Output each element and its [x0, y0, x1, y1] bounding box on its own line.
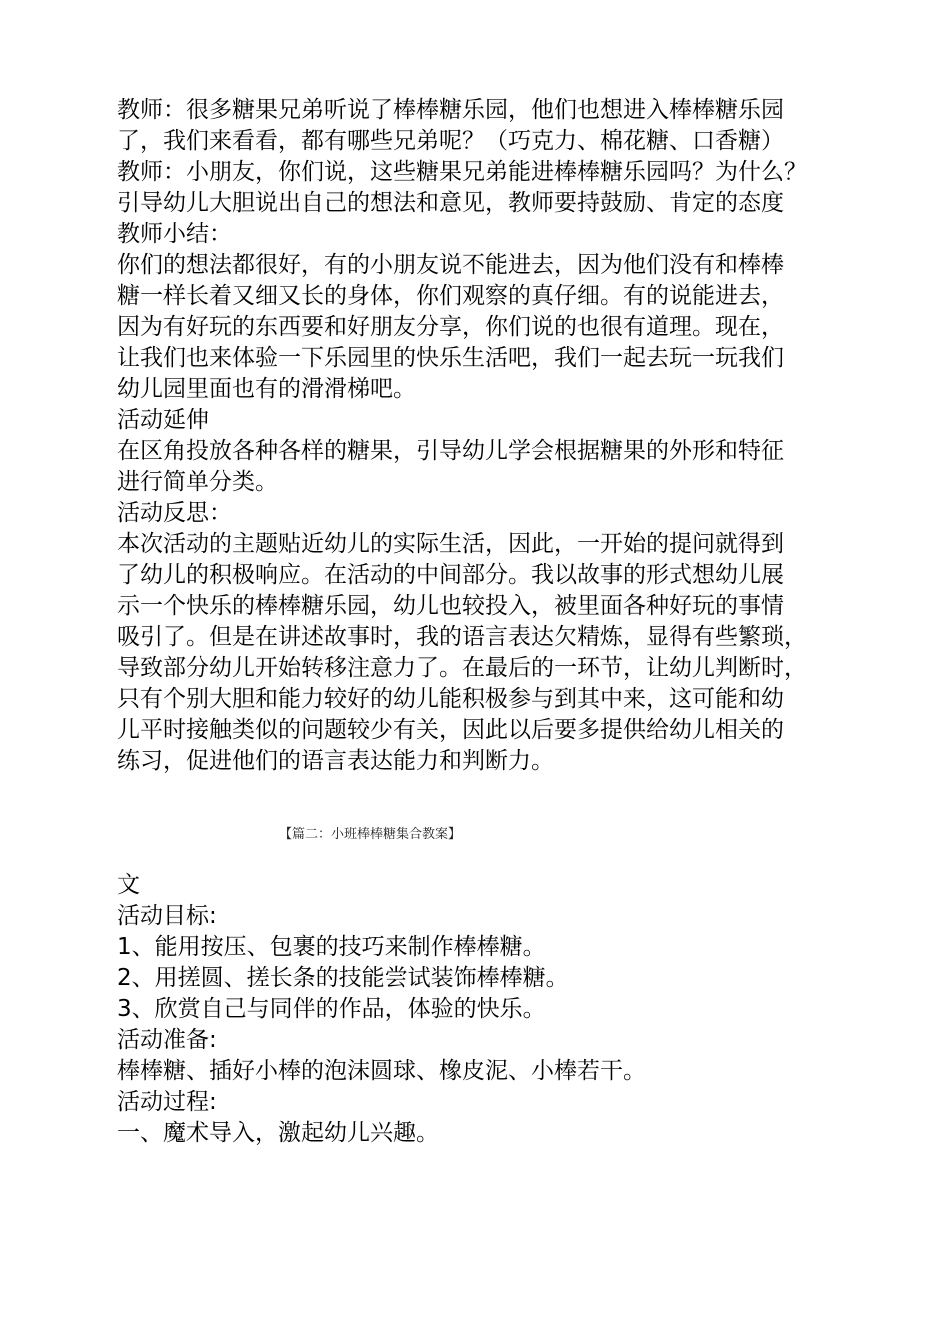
paragraph-line: 只有个别大胆和能力较好的幼儿能积极参与到其中来，这可能和幼 — [117, 686, 784, 712]
section-heading-text: 【篇二：小班棒棒糖集合教案】 — [278, 827, 461, 842]
section-heading — [0, 826, 950, 844]
goal-item: 3、欣赏自己与同伴的作品，体验的快乐。 — [117, 996, 546, 1022]
goal-item: 1、能用按压、包裹的技巧来制作棒棒糖。 — [117, 934, 546, 960]
goal-item: 2、用搓圆、搓长条的技能尝试装饰棒棒糖。 — [117, 965, 569, 991]
paragraph-line: 本次活动的主题贴近幼儿的实际生活，因此，一开始的提问就得到 — [117, 531, 784, 557]
subheading-activity-process: 活动过程: — [117, 1089, 217, 1115]
paragraph-line: 让我们也来体验一下乐园里的快乐生活吧，我们一起去玩一玩我们 — [117, 345, 784, 371]
paragraph-line: 示一个快乐的棒棒糖乐园，幼儿也较投入，被里面各种好玩的事情 — [117, 593, 784, 619]
paragraph-line: 吸引了。但是在讲述故事时，我的语言表达欠精炼，显得有些繁琐， — [117, 624, 807, 650]
paragraph-line: 儿平时接触类似的问题较少有关，因此以后要多提供给幼儿相关的 — [117, 717, 784, 743]
paragraph-line: 幼儿园里面也有的滑滑梯吧。 — [117, 376, 416, 402]
paragraph-line: 了幼儿的积极响应。在活动的中间部分。我以故事的形式想幼儿展 — [117, 562, 784, 588]
paragraph-line: 你们的想法都很好，有的小朋友说不能进去，因为他们没有和棒棒 — [117, 252, 784, 278]
subheading-activity-preparation: 活动准备: — [117, 1027, 217, 1053]
paragraph-line: 文 — [117, 872, 140, 898]
paragraph-line: 糖一样长着又细又长的身体，你们观察的真仔细。有的说能进去， — [117, 283, 784, 309]
paragraph-line: 在区角投放各种各样的糖果，引导幼儿学会根据糖果的外形和特征 — [117, 438, 784, 464]
subheading-teacher-summary: 教师小结： — [117, 221, 232, 247]
process-step: 一、魔术导入，激起幼儿兴趣。 — [117, 1120, 439, 1146]
subheading-activity-reflection: 活动反思： — [117, 500, 232, 526]
paragraph-line: 进行简单分类。 — [117, 469, 278, 495]
section1-body — [117, 95, 837, 777]
paragraph-line: 教师：小朋友，你们说，这些糖果兄弟能进棒棒糖乐园吗？为什么？ — [117, 159, 807, 185]
paragraph-line: 教师：很多糖果兄弟听说了棒棒糖乐园，他们也想进入棒棒糖乐园 — [117, 97, 784, 123]
paragraph-line: 了，我们来看看，都有哪些兄弟呢？（巧克力、棉花糖、口香糖） — [117, 128, 784, 154]
paragraph-line: 导致部分幼儿开始转移注意力了。在最后的一环节，让幼儿判断时， — [117, 655, 807, 681]
section2-body — [117, 870, 837, 1149]
paragraph-line: 练习，促进他们的语言表达能力和判断力。 — [117, 748, 554, 774]
subheading-activity-goals: 活动目标: — [117, 903, 217, 929]
subheading-activity-extension: 活动延伸 — [117, 407, 209, 433]
preparation-item: 棒棒糖、插好小棒的泡沫圆球、橡皮泥、小棒若干。 — [117, 1058, 646, 1084]
paragraph-line: 因为有好玩的东西要和好朋友分享，你们说的也很有道理。现在， — [117, 314, 784, 340]
paragraph-line: 引导幼儿大胆说出自己的想法和意见，教师要持鼓励、肯定的态度 — [117, 190, 784, 216]
